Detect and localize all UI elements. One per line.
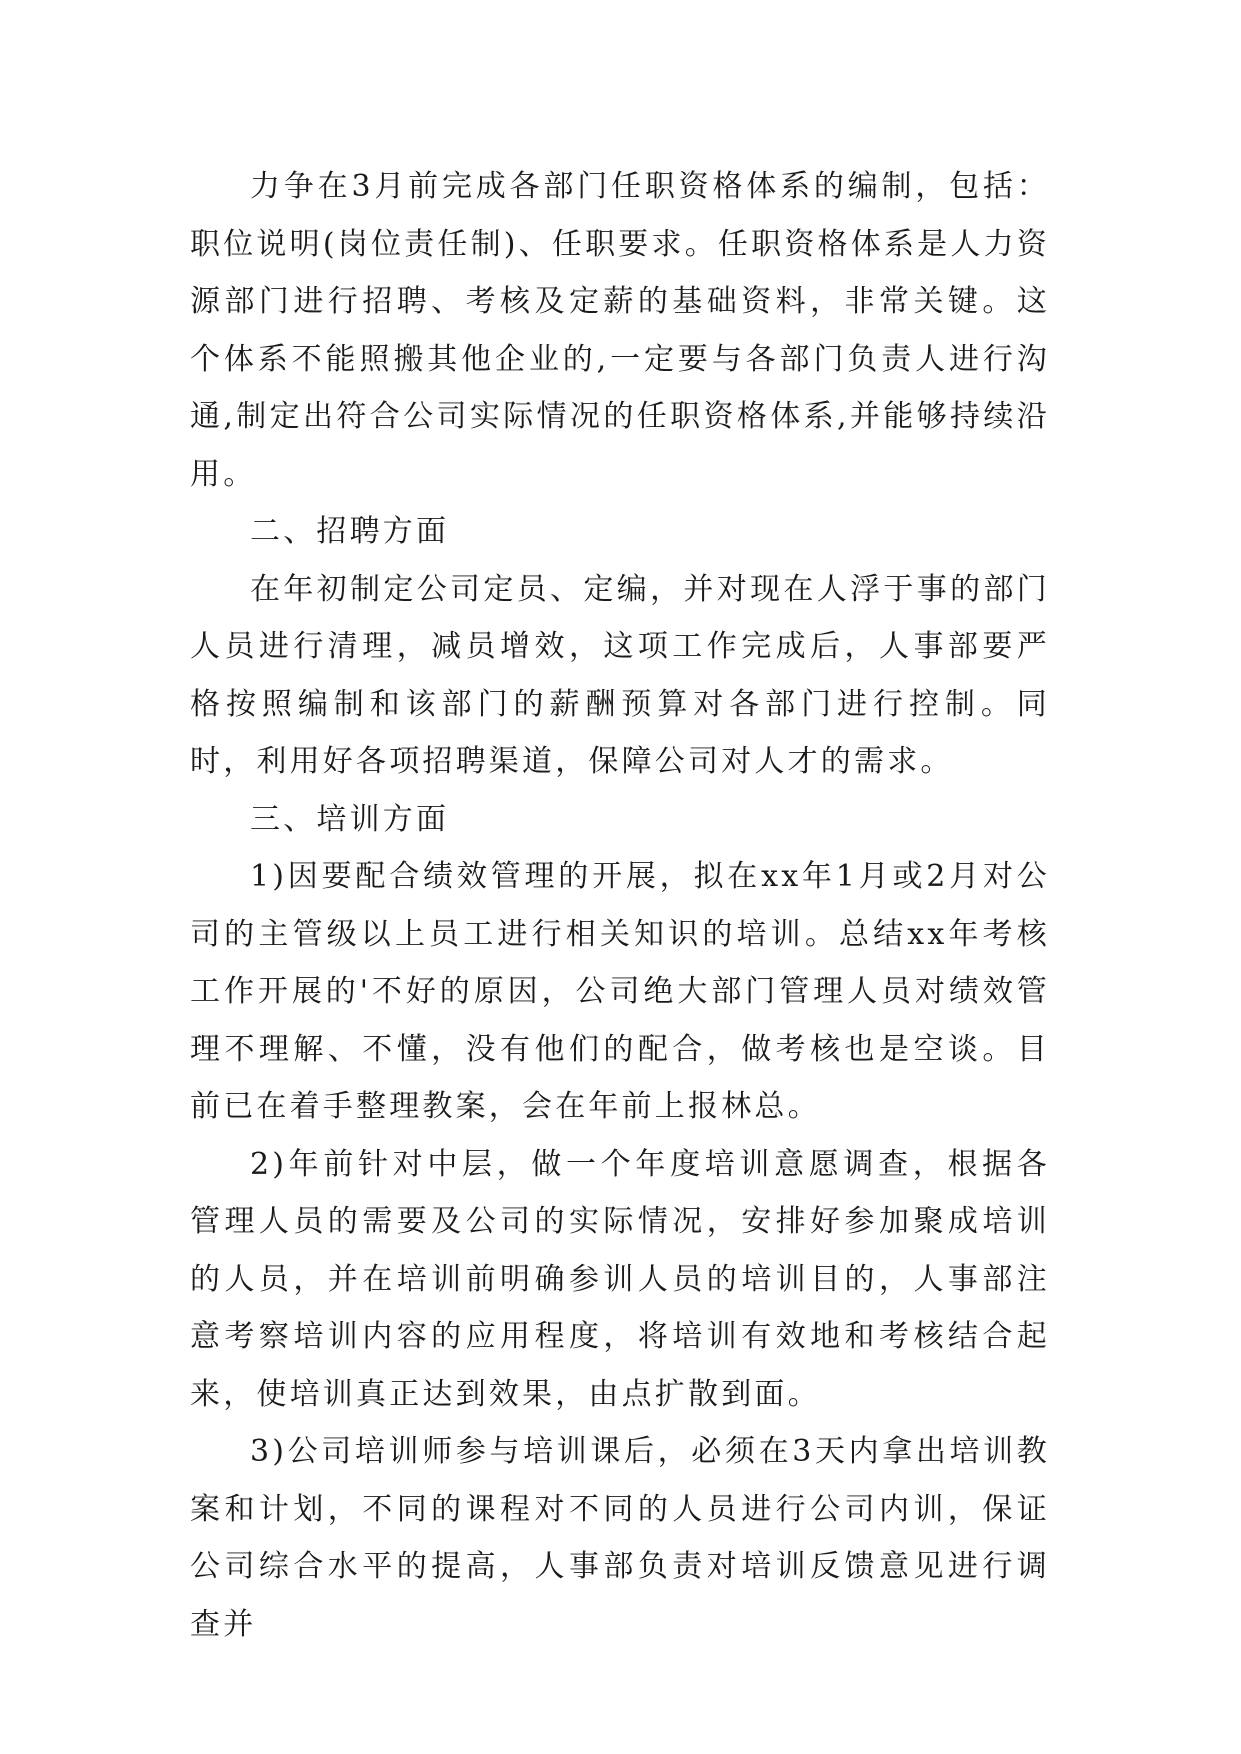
paragraph-training-item-3: 3)公司培训师参与培训课后，必须在3天内拿出培训教案和计划，不同的课程对不同的人员进行公司内训，保证公司综合水平的提高，人事部负责对培训反馈意见进行调查并 <box>190 1434 1050 1642</box>
document-body <box>190 158 1050 1653</box>
paragraph-training-item-2: 2)年前针对中层，做一个年度培训意愿调查，根据各管理人员的需要及公司的实际情况，安排好参加聚成培训的人员，并在培训前明确参训人员的培训目的，人事部注意考察培训内容的应用程度，将培训有效地和考核结合起来，使培训真正达到效果，由点扩散到面。 <box>190 1146 1050 1412</box>
section-heading-training: 三、培训方面 <box>250 801 450 837</box>
paragraph-qualification-system: 力争在3月前完成各部门任职资格体系的编制，包括：职位说明(岗位责任制)、任职要求。任职资格体系是人力资源部门进行招聘、考核及定薪的基础资料，非常关键。这个体系不能照搬其他企业的,一定要与各部门负责人进行沟通,制定出符合公司实际情况的任职资格体系,并能够持续沿用。 <box>190 169 1050 492</box>
paragraph-recruitment: 在年初制定公司定员、定编，并对现在人浮于事的部门人员进行清理，减员增效，这项工作完成后，人事部要严格按照编制和该部门的薪酬预算对各部门进行控制。同时，利用好各项招聘渠道，保障公司对人才的需求。 <box>190 571 1050 779</box>
paragraph-training-item-1: 1)因要配合绩效管理的开展，拟在xx年1月或2月对公司的主管级以上员工进行相关知识的培训。总结xx年考核工作开展的'不好的原因，公司绝大部门管理人员对绩效管理不理解、不懂，没有他们的配合，做考核也是空谈。目前已在着手整理教案，会在年前上报林总。 <box>190 859 1050 1124</box>
section-heading-recruitment: 二、招聘方面 <box>250 514 450 549</box>
